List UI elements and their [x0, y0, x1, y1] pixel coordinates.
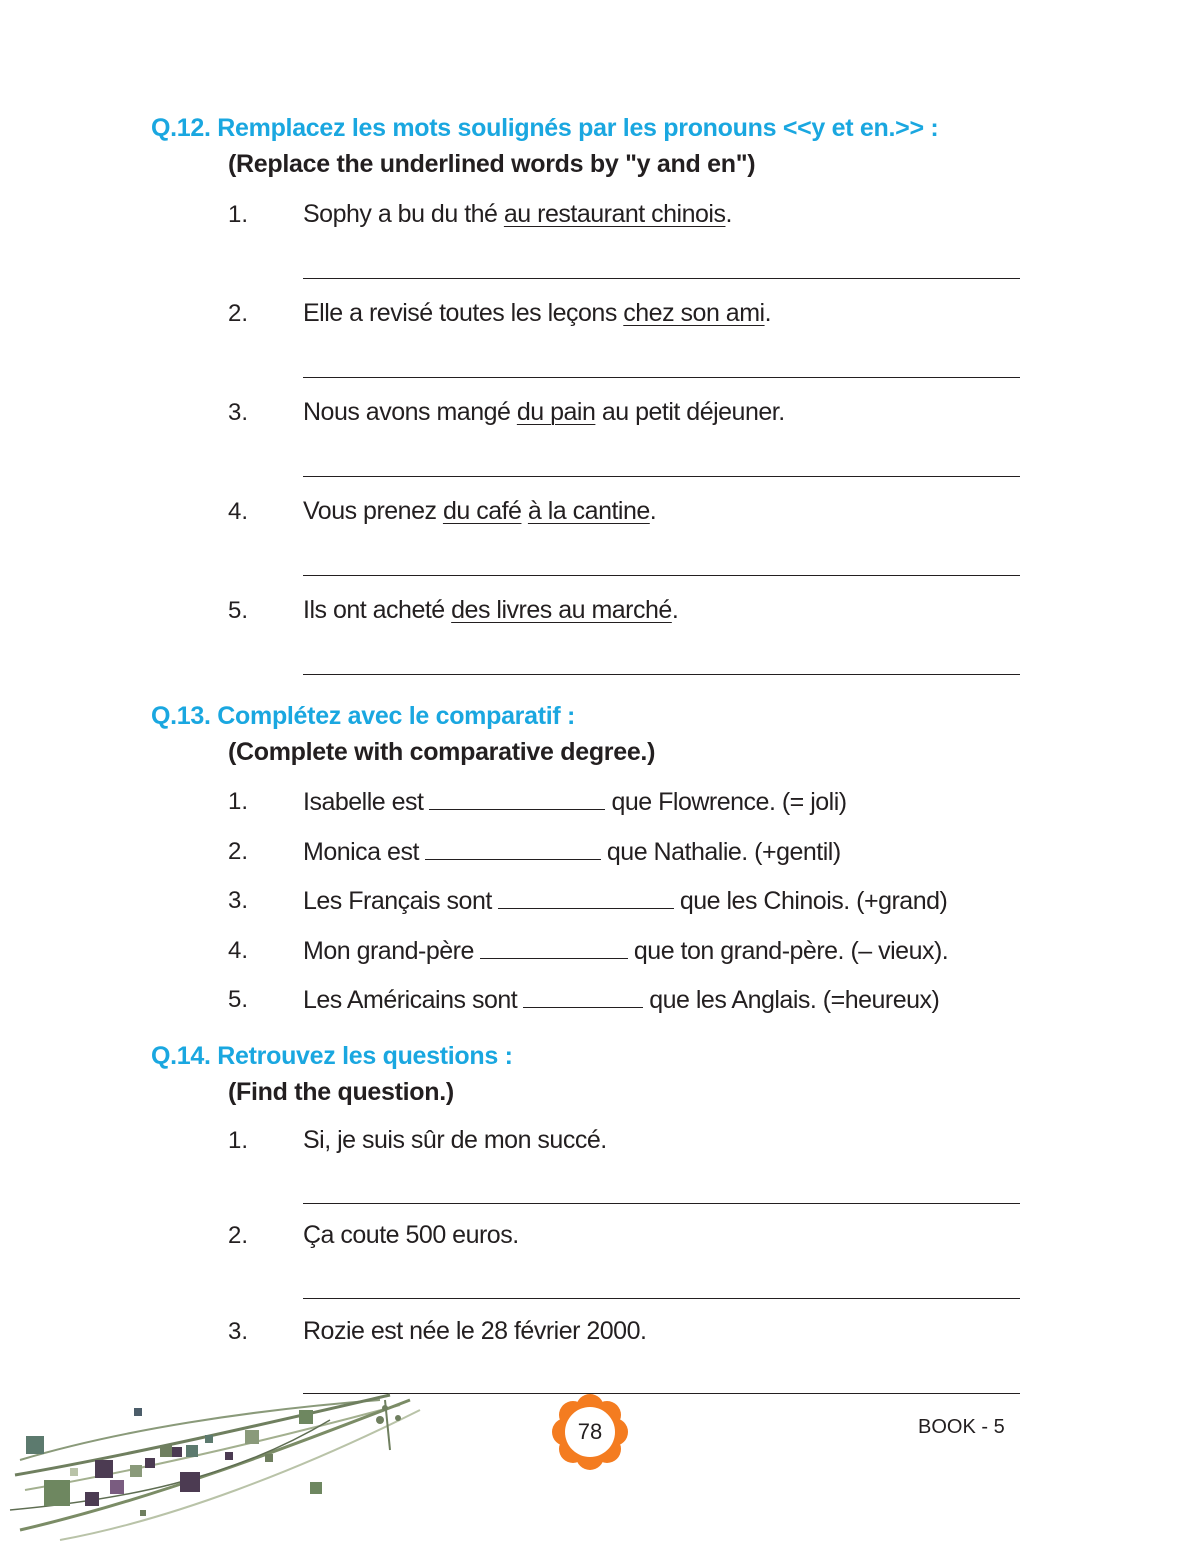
sentence-end: que les Anglais. (=heureux) — [649, 986, 940, 1014]
sentence: Ça coute 500 euros. — [303, 1221, 519, 1249]
fill-in-blank[interactable] — [498, 886, 674, 909]
item-number: 1. — [228, 1127, 249, 1154]
sentence-end: que Flowrence. (= joli) — [611, 788, 847, 816]
sentence-start: Les Américains sont — [303, 986, 518, 1014]
sentence — [303, 596, 678, 625]
sentence-end: que les Chinois. (+grand) — [679, 887, 948, 915]
item-number: 1. — [228, 788, 249, 815]
sentence-end: au petit déjeuner. — [595, 398, 785, 426]
answer-line[interactable] — [303, 1298, 1020, 1299]
item-number: 3. — [228, 399, 249, 426]
sentence-end: . — [764, 299, 772, 327]
sentence — [303, 200, 732, 229]
item-number: 5. — [228, 986, 249, 1013]
sentence-start: Monica est — [303, 838, 419, 866]
sentence: Rozie est née le 28 février 2000. — [303, 1317, 647, 1345]
sentence-text: Vous prenez — [303, 497, 443, 525]
item-number: 5. — [228, 597, 249, 624]
sentence — [303, 497, 656, 526]
sentence: Si, je suis sûr de mon succé. — [303, 1126, 607, 1154]
item-number: 2. — [228, 1222, 249, 1249]
sentence — [303, 985, 939, 1015]
sentence — [303, 837, 841, 867]
underlined-words: du café — [442, 497, 522, 525]
q12-title: Q.12. Remplacez les mots soulignés par les pronouns <<y et en.>> : — [151, 114, 939, 142]
sentence-end: que Nathalie. (+gentil) — [606, 838, 841, 866]
item-number: 4. — [228, 937, 249, 964]
sentence-text: Elle a revisé toutes les leçons — [303, 299, 624, 327]
q14-subtitle: (Find the question.) — [228, 1078, 454, 1106]
q13-subtitle: (Complete with comparative degree.) — [228, 738, 656, 766]
item-number: 3. — [228, 887, 249, 914]
sentence-end: . — [649, 497, 657, 525]
item-number: 2. — [228, 838, 249, 865]
sentence — [303, 936, 948, 966]
sentence-end: que ton grand-père. (– vieux). — [633, 937, 949, 965]
sentence-end: . — [725, 200, 732, 228]
sentence-start: Les Français sont — [303, 887, 492, 915]
item-number: 3. — [228, 1318, 249, 1345]
sentence-text: Ils ont acheté — [303, 596, 452, 624]
sentence — [303, 787, 847, 817]
book-label: BOOK - 5 — [918, 1416, 1005, 1438]
sentence-text: Sophy a bu du thé — [303, 200, 504, 228]
underlined-words: au restaurant chinois — [503, 200, 726, 228]
answer-line[interactable] — [303, 476, 1020, 477]
item-number: 1. — [228, 201, 249, 228]
answer-line[interactable] — [303, 575, 1020, 576]
answer-line[interactable] — [303, 278, 1020, 279]
underlined-words: chez son ami — [623, 299, 765, 327]
answer-line[interactable] — [303, 1203, 1020, 1204]
q13-title: Q.13. Complétez avec le comparatif : — [151, 702, 576, 730]
q14-title: Q.14. Retrouvez les questions : — [151, 1042, 513, 1070]
fill-in-blank[interactable] — [523, 985, 643, 1008]
answer-line[interactable] — [303, 674, 1020, 675]
sentence-end: . — [671, 596, 679, 624]
underlined-words-2: à la cantine — [527, 497, 650, 525]
page-number: 78 — [577, 1419, 603, 1444]
sentence-start: Mon grand-père — [303, 937, 474, 965]
item-number: 4. — [228, 498, 249, 525]
answer-line[interactable] — [303, 377, 1020, 378]
decorative-swirl-graphic — [0, 1390, 430, 1550]
underlined-words: des livres au marché — [451, 596, 672, 624]
sentence — [303, 398, 785, 427]
fill-in-blank[interactable] — [425, 837, 601, 860]
fill-in-blank[interactable] — [480, 936, 628, 959]
fill-in-blank[interactable] — [429, 787, 605, 810]
item-number: 2. — [228, 300, 249, 327]
sentence — [303, 886, 947, 916]
underlined-words: du pain — [516, 398, 596, 426]
q12-subtitle: (Replace the underlined words by "y and en") — [228, 150, 756, 178]
sentence — [303, 299, 771, 328]
sentence-start: Isabelle est — [303, 788, 424, 816]
sentence-text: Nous avons mangé — [303, 398, 517, 426]
